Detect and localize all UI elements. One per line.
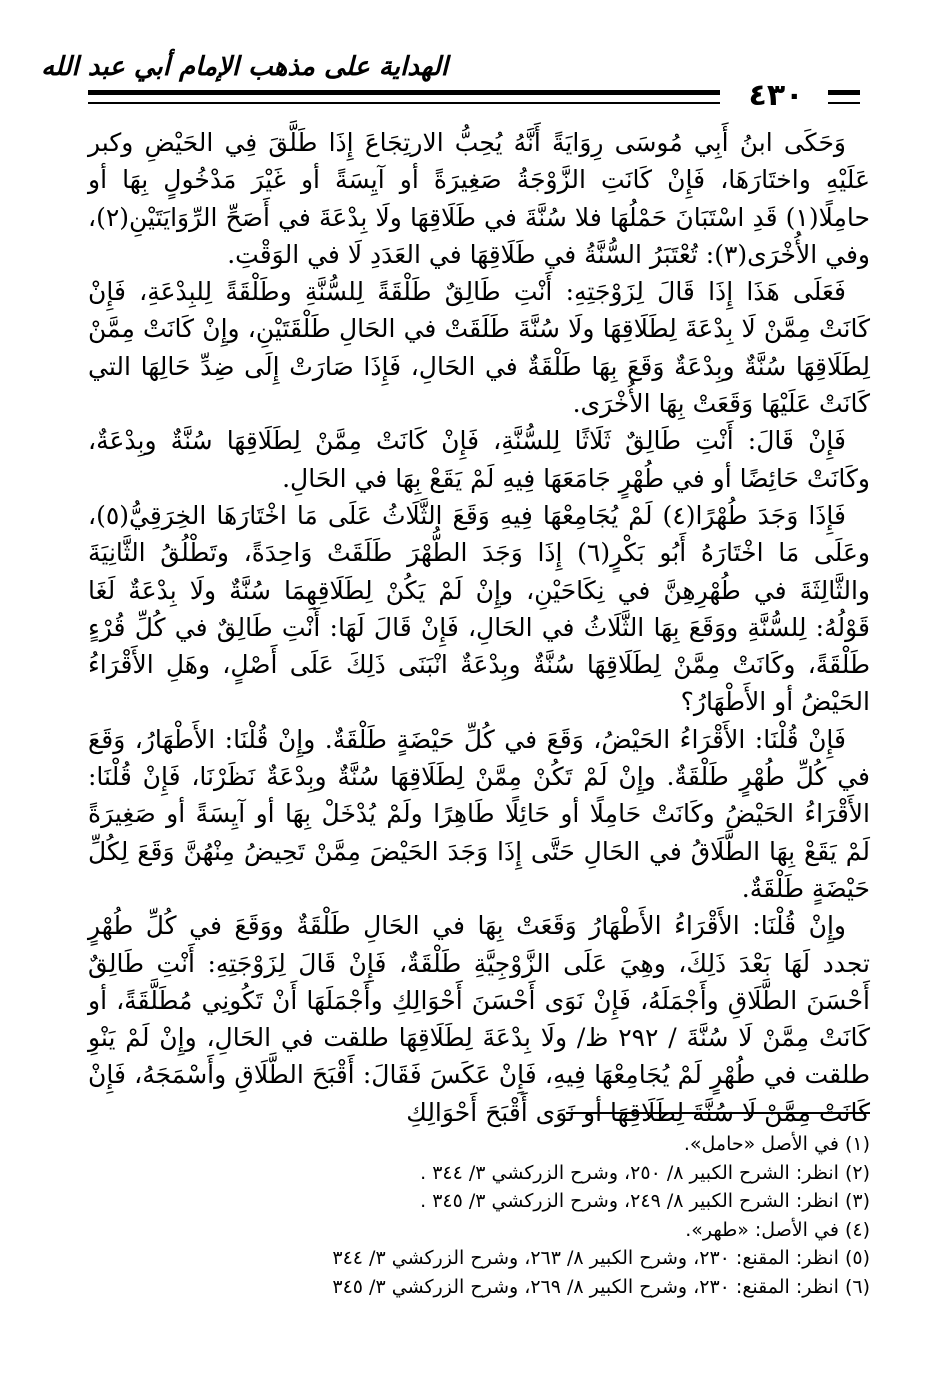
footnote: (٤) في الأصل: «طهر». xyxy=(685,1218,870,1241)
paragraph: فَإِنْ قَالَ: أَنْتِ طَالِقٌ ثَلَاثًا لِلسُّنَّةِ، فَإِنْ كَانَتْ مِمَّنْ لِطَلَاقِهَا سُنَّةٌ وبِدْعَةٌ، وكَانَتْ حَائِضًا أو في طُهْرٍ جَامَعَهَا فِيهِ لَمْ يَقَعْ بِهَا في الحَالِ. xyxy=(88,426,870,493)
paragraph: فَعَلَى هَذَا إِذَا قَالَ لِزَوْجَتِهِ: أَنْتِ طَالِقٌ طَلْقَةً لِلسُّنَّةِ وطَلْقَةً لِلبِدْعَةِ، فَإِنْ كَانَتْ مِمَّنْ لَا بِدْعَةَ لِطَلَاقِهَا ولَا سُنَّةَ طَلَقَتْ في الحَالِ طَلْقَتَيْنِ، وإِنْ كَانَتْ مِمَّنْ لِطَلَاقِهَا سُنَّةٌ وبِدْعَةٌ وَقَعَ بِهَا طَلْقَةٌ في الحَالِ، فَإِذَا صَارَتْ إِلَى ضِدِّ حَالِهَا التي كَانَتْ عَلَيْهَا وَقَعَتْ بِهَا الأُخْرَى. xyxy=(88,277,870,419)
header-rule-left xyxy=(88,90,720,104)
footnote-divider xyxy=(566,1112,870,1114)
paragraph: وإِنْ قُلْنَا: الأَقْرَاءُ الأَطْهَارُ وَقَعَتْ بِهَا في الحَالِ طَلْقَةٌ ووَقَعَ في كُلِّ طُهْرٍ تجدد لَهَا بَعْدَ ذَلِكَ، وهِيَ عَلَى الزَّوْجِيَّةِ طَلْقَةٌ، فَإِنْ قَالَ لِزَوْجَتِهِ: أَنْتِ طَالِقٌ أَحْسَنَ الطَّلَاقِ وأَجْمَلَهُ، فَإِنْ نَوَى أَحْسَنَ أَحْوَالِكِ وأَجْمَلَهَا أَنْ تَكُونِي مُطَلَّقَةً، أو كَانَتْ مِمَّنْ لَا سُنَّةَ / ٢٩٢ ظ/ ولَا بِدْعَةَ لِطَلَاقِهَا طلقت في الحَالِ، وإِنْ لَمْ يَنْوِ طلقت في طُهْرٍ لَمْ يُجَامِعْهَا فِيهِ، فَإِنْ عَكَسَ فَقَالَ: أَقْبَحَ الطَّلَاقِ وأَسْمَجَهُ، فَإِنْ كَانَتْ مِمَّنْ لَا سُنَّةَ لِطَلَاقِهَا أو نَوَى أَقْبَحَ أَحْوَالِكِ xyxy=(88,911,870,1127)
page-number: ٤٣٠ xyxy=(748,78,804,113)
main-text xyxy=(88,124,870,1131)
footnote: (٥) انظر: المقنع: ٢٣٠، وشرح الكبير ٨/ ٢٦٣، وشرح الزركشي ٣/ ٣٤٤ xyxy=(332,1247,870,1269)
footnote: (٦) انظر: المقنع: ٢٣٠، وشرح الكبير ٨/ ٢٦٩، وشرح الزركشي ٣/ ٣٤٥ xyxy=(332,1275,870,1298)
footnote: (٣) انظر: الشرح الكبير ٨/ ٢٤٩، وشرح الزركشي ٣/ ٣٤٥ . xyxy=(420,1190,870,1212)
running-header-title: الهداية على مذهب الإمام أبي عبد الله xyxy=(41,52,448,82)
header-rule-right xyxy=(828,90,860,104)
footnotes xyxy=(88,1130,870,1301)
paragraph: وَحَكَى ابنُ أَبِي مُوسَى رِوَايَةً أَنَّهُ يُحِبُّ الارتِجَاعَ إِذَا طَلَّقَ فِي الحَيْضِ وكبر عَلَيْهِ واختَارَهَا، فَإِنْ كَانَتِ الزَّوْجَةُ صَغِيرَةً أو آيِسَةً أو غَيْرَ مَدْخُولٍ بِهَا أو حامِلًا(١) قَدِ اسْتَبَانَ حَمْلُهَا فلا سُنَّةَ في طَلَاقِهَا ولَا بِدْعَةَ في أَصَحِّ الرِّوَايَتَيْنِ(٢)، وفي الأُخْرَى(٣): تُعْتَبَرُ السُّنَّةُ في طَلَاقِهَا في العَدَدِ لَا في الوَقْتِ. xyxy=(88,128,870,269)
paragraph: فَإِنْ قُلْنَا: الأَقْرَاءُ الحَيْضُ، وَقَعَ في كُلِّ حَيْضَةٍ طَلْقَةٌ. وإِنْ قُلْنَا: الأَطْهَارُ، وَقَعَ في كُلِّ طُهْرٍ طَلْقَةٌ. وإِنْ لَمْ تَكُنْ مِمَّنْ لِطَلَاقِهَا سُنَّةٌ وبِدْعَةٌ نَظَرْنَا، فَإِنْ قُلْنَا: الأَقْرَاءُ الحَيْضُ وكَانَتْ حَامِلًا أو حَائِلًا طَاهِرًا ولَمْ يُدْخَلْ بِهَا أو آيِسَةً أو صَغِيرَةً لَمْ يَقَعْ بِهَا الطَّلَاقُ في الحَالِ حَتَّى إِذَا وَجَدَ الحَيْضَ مِمَّنْ تَحِيضُ مِنْهُنَّ وَقَعَ لِكُلِّ حَيْضَةٍ طَلْقَةٌ. xyxy=(88,724,870,903)
footnote: (٢) انظر: الشرح الكبير ٨/ ٢٥٠، وشرح الزركشي ٣/ ٣٤٤ . xyxy=(420,1161,870,1184)
paragraph: فَإِذَا وَجَدَ طُهْرًا(٤) لَمْ يُجَامِعْهَا فِيهِ وَقَعَ الثَّلَاثُ عَلَى مَا اخْتَارَهَا الخِرَقِيُّ(٥)، وعَلَى مَا اخْتَارَهُ أَبُو بَكْرٍ(٦) إِذَا وَجَدَ الطُّهْرَ طَلَقَتْ وَاحِدَةً، وتَطْلُقُ الثَّانِيَةَ والثَّالِثَةَ في طُهْرِهِنَّ في نِكَاحَيْنِ، وإِنْ لَمْ يَكُنْ لِطَلَاقِهِمَا سُنَّةٌ ولَا بِدْعَةٌ لَغَا قَوْلُهُ: لِلسُّنَّةِ ووَقَعَ بِهَا الثَّلَاثُ في الحَالِ، فَإِنْ قَالَ لَهَا: أَنْتِ طَالِقٌ في كُلِّ قُرْءٍ طَلْقَةً، وكَانَتْ مِمَّنْ لِطَلَاقِهَا سُنَّةٌ وبِدْعَةٌ انْبَنَى ذَلِكَ عَلَى أَصْلٍ، وهَلِ الأَقْرَاءُ الحَيْضُ أو الأَطْهَارُ؟ xyxy=(88,500,871,717)
footnote: (١) في الأصل «حامل». xyxy=(683,1133,870,1155)
